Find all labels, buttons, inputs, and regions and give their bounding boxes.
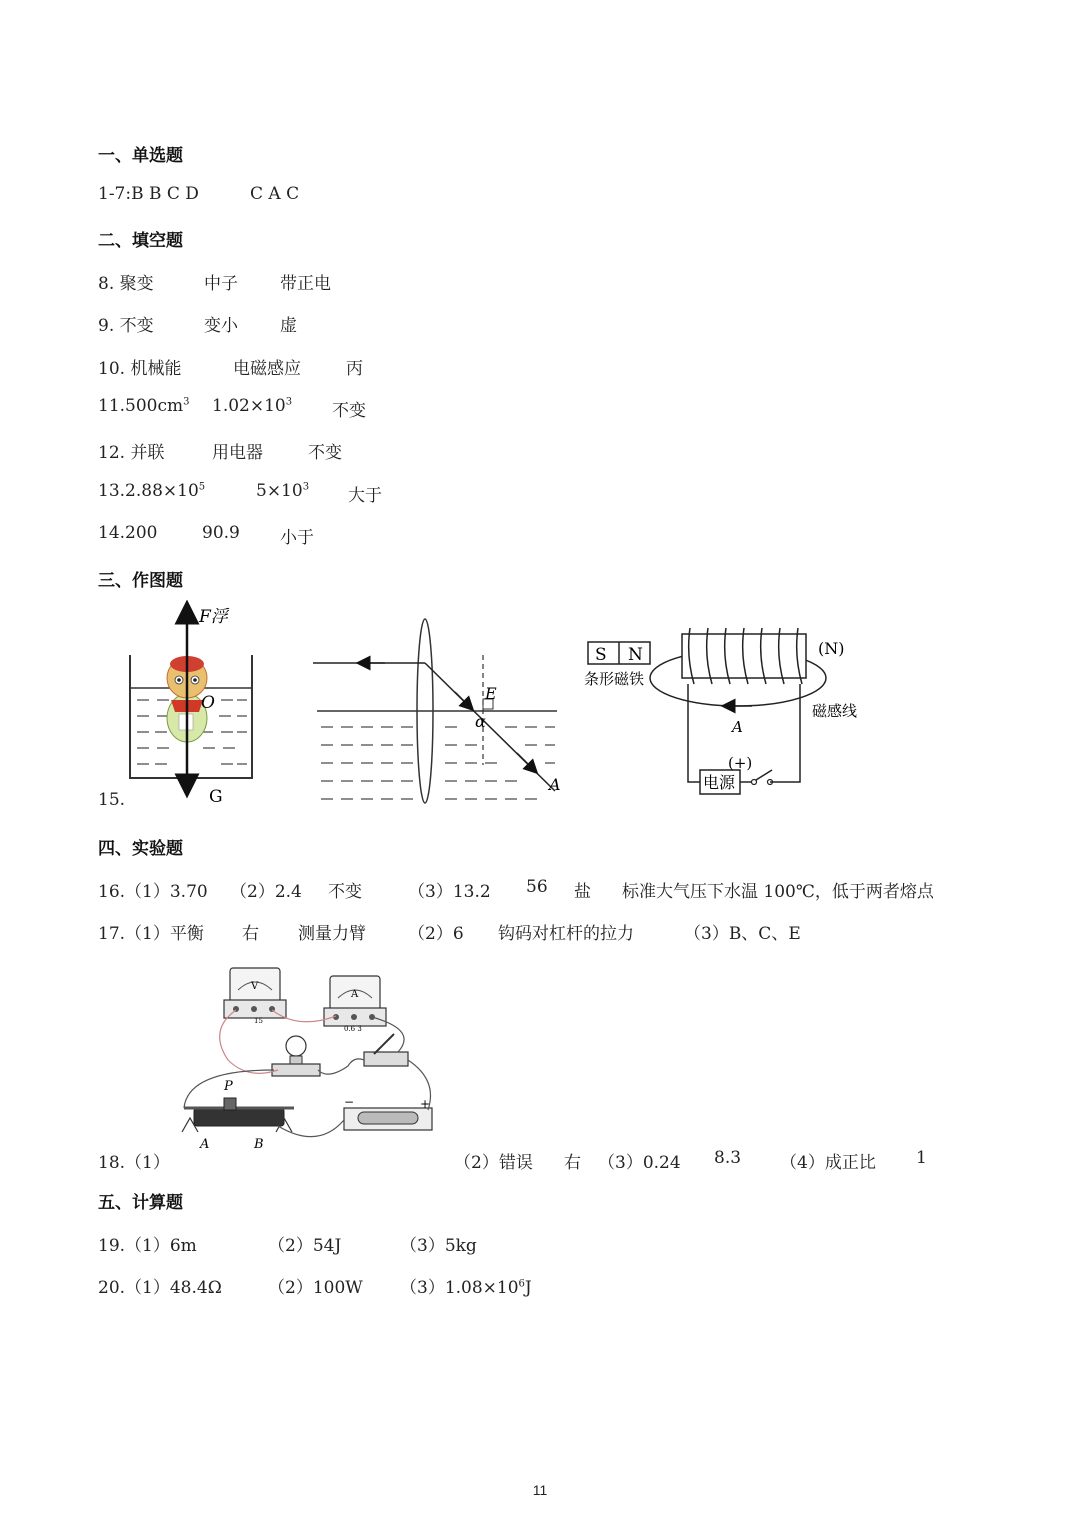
- circuit-wire: [688, 684, 702, 782]
- answer-20-3-unit: J: [524, 1278, 532, 1298]
- answer-10-1: 10. 机械能: [98, 359, 182, 379]
- positive-terminal-label: (+): [728, 754, 753, 772]
- rheostat-A-label: A: [200, 1137, 210, 1152]
- answer-19-1: 19.（1）6m: [98, 1236, 197, 1256]
- answer-20-2: （2）100W: [268, 1278, 363, 1298]
- battery-plus: +: [420, 1097, 431, 1111]
- answer-8-1: 8. 聚变: [98, 274, 154, 294]
- answer-16-5: 56: [526, 877, 548, 897]
- answer-9-1: 9. 不变: [98, 316, 154, 336]
- point-E-label: E: [485, 684, 497, 703]
- answer-8-2: 中子: [204, 274, 238, 294]
- bar-magnet-label: 条形磁铁: [584, 670, 645, 688]
- answer-16-3: 不变: [328, 882, 362, 902]
- slider-P-label: P: [224, 1079, 233, 1094]
- answer-18-4: （3）0.24: [598, 1153, 681, 1173]
- answer-20-3-text: （3）1.08×10: [400, 1278, 519, 1298]
- buoyancy-diagram: [125, 600, 265, 810]
- water-dashes-2: [321, 727, 555, 799]
- answer-16-6: 盐: [574, 882, 591, 902]
- answer-14-1: 14.200: [98, 523, 158, 543]
- answer-17-4: （2）6: [408, 924, 464, 944]
- answer-10-2: 电磁感应: [233, 359, 301, 379]
- ammeter-range: 0.6 3: [344, 1025, 362, 1033]
- center-label: O: [201, 693, 215, 713]
- answer-18-5: 8.3: [714, 1148, 742, 1168]
- answer-19-3: （3）5kg: [400, 1236, 477, 1256]
- angle-alpha-label: α: [475, 712, 486, 731]
- rheostat-B-label: B: [254, 1137, 264, 1152]
- answer-1-4: 1-7:B B C D: [98, 184, 199, 204]
- answer-13-1-sup: 5: [198, 481, 206, 493]
- lens-refraction-diagram: [305, 615, 570, 810]
- magnet-S-label: S: [595, 645, 607, 665]
- answer-18-2: （2）错误: [454, 1153, 533, 1173]
- answer-12-1: 12. 并联: [98, 443, 165, 463]
- light-bulb: [272, 1036, 320, 1076]
- buoyant-force-label: F浮: [199, 607, 228, 627]
- answer-13-2-sup: 3: [302, 481, 310, 493]
- ammeter: [324, 976, 386, 1033]
- answer-12-2: 用电器: [212, 443, 263, 463]
- gravity-label: G: [209, 787, 223, 807]
- answer-11-1-sup: 3: [183, 396, 190, 408]
- answer-13-1: [98, 481, 205, 501]
- answer-17-3: 测量力臂: [298, 924, 366, 944]
- voltmeter-range: 15: [254, 1017, 263, 1025]
- answer-10-3: 丙: [346, 359, 363, 379]
- answer-11-2: [212, 396, 292, 416]
- solenoid-pole-label: (N): [818, 639, 845, 658]
- answer-18-7: 1: [916, 1148, 927, 1168]
- circuit-apparatus-diagram: [168, 960, 448, 1155]
- section-title-fill-blank: 二、填空题: [98, 231, 183, 251]
- point-A-label: A: [549, 775, 561, 794]
- answer-11-1: [98, 396, 190, 416]
- answer-13-1-text: 13.2.88×10: [98, 481, 199, 501]
- answer-5-7: C A C: [250, 184, 300, 204]
- question-15-number: 15.: [98, 790, 126, 810]
- answer-18-1: 18.（1）: [98, 1153, 170, 1173]
- answer-13-3: 大于: [348, 486, 382, 506]
- answer-16-7: 标准大气压下水温 100℃，低于两者熔点: [622, 882, 934, 902]
- answer-11-3: 不变: [332, 401, 366, 421]
- field-line-label: 磁感线: [812, 702, 858, 720]
- answer-9-2: 变小: [204, 316, 238, 336]
- battery-pack: [344, 1095, 432, 1130]
- answer-18-3: 右: [564, 1153, 581, 1173]
- answer-13-2-text: 5×10: [256, 481, 303, 501]
- section-title-calculation: 五、计算题: [98, 1193, 183, 1213]
- solenoid-core: [682, 634, 806, 678]
- answer-16-1: 16.（1）3.70: [98, 882, 208, 902]
- answer-13-2: [256, 481, 309, 501]
- section-title-single-choice: 一、单选题: [98, 146, 183, 166]
- power-source-label: 电源: [703, 773, 736, 792]
- answer-12-3: 不变: [308, 443, 342, 463]
- switch-lever: [756, 770, 772, 780]
- answer-20-1: 20.（1）48.4Ω: [98, 1278, 222, 1298]
- voltmeter-label: V: [251, 981, 259, 992]
- answer-18-6: （4）成正比: [780, 1153, 876, 1173]
- answer-17-1: 17.（1）平衡: [98, 924, 204, 944]
- field-point-A-label: A: [732, 718, 743, 736]
- answer-17-6: （3）B、C、E: [684, 924, 801, 944]
- battery-minus: −: [344, 1095, 355, 1109]
- page-number: 11: [532, 1482, 548, 1498]
- answer-11-2-text: 1.02×10: [212, 396, 286, 416]
- magnet-N-label: N: [628, 645, 643, 665]
- answer-9-3: 虚: [280, 316, 297, 336]
- ammeter-label: A: [351, 989, 359, 1000]
- answer-14-2: 90.9: [202, 523, 240, 543]
- answer-16-4: （3）13.2: [408, 882, 491, 902]
- answer-17-5: 钩码对杠杆的拉力: [498, 924, 634, 944]
- answer-11-1-text: 11.500cm: [98, 396, 184, 416]
- answer-20-3-sup: 6: [518, 1278, 525, 1290]
- answer-19-2: （2）54J: [268, 1236, 342, 1256]
- section-title-experiment: 四、实验题: [98, 839, 183, 859]
- section-title-drawing: 三、作图题: [98, 571, 183, 591]
- answer-20-3: [400, 1273, 532, 1298]
- answer-17-2: 右: [242, 924, 259, 944]
- sliding-rheostat: [182, 1079, 294, 1152]
- voltmeter: [224, 968, 286, 1025]
- answer-11-2-sup: 3: [285, 396, 293, 408]
- answer-16-2: （2）2.4: [230, 882, 302, 902]
- answer-14-3: 小于: [280, 528, 314, 548]
- knife-switch: [364, 1034, 408, 1066]
- answer-8-3: 带正电: [280, 274, 331, 294]
- electromagnet-diagram: [582, 622, 882, 802]
